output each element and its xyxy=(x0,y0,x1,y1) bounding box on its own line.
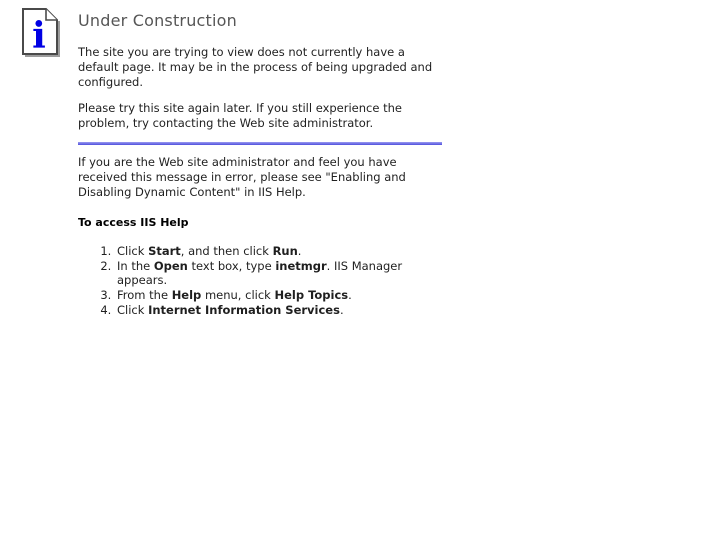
help-step-keyword: Internet Information Services xyxy=(148,302,340,317)
help-step-keyword: Help Topics xyxy=(274,288,349,303)
help-step-keyword: Start xyxy=(148,244,181,258)
help-step-text: . xyxy=(339,302,344,317)
help-step xyxy=(115,303,442,318)
admin-paragraph: If you are the Web site administrator and feel you have received this message in error, please see "Enabling and Disabling Dynamic Content" in IIS Help. xyxy=(78,155,406,199)
help-step-text: From the xyxy=(117,288,172,303)
help-step xyxy=(115,288,442,303)
help-step xyxy=(115,259,442,288)
page-title: Under Construction xyxy=(78,11,237,30)
help-step xyxy=(115,244,442,259)
icon-info-letter: i xyxy=(32,15,46,57)
retry-paragraph: Please try this site again later. If you still experience the problem, try contacting the Web site administrator. xyxy=(78,101,402,130)
intro-paragraph: The site you are trying to view does not currently have a default page. It may be in the process of being upgraded and configured. xyxy=(78,45,433,89)
help-step-text: . IIS Manager appears. xyxy=(117,258,403,288)
content-column xyxy=(78,7,442,318)
help-step-keyword: Open xyxy=(153,258,188,273)
help-step-text: menu, click xyxy=(201,288,275,303)
divider-rule xyxy=(78,142,442,145)
help-step-text: . xyxy=(348,288,352,303)
help-step-keyword: Help xyxy=(171,288,202,303)
help-step-text: text box, type xyxy=(187,258,276,273)
help-step-keyword: Run xyxy=(272,244,298,258)
help-steps-list xyxy=(78,244,442,318)
help-step-text: , and then click xyxy=(180,244,273,258)
icon-column xyxy=(20,7,78,59)
info-document-icon xyxy=(20,7,62,59)
help-step-text: Click xyxy=(117,302,149,317)
help-step-text: Click xyxy=(117,244,149,258)
help-step-text: In the xyxy=(117,258,154,273)
help-step-text: . xyxy=(297,244,302,258)
help-heading: To access IIS Help xyxy=(78,216,189,229)
help-step-keyword: inetmgr xyxy=(275,258,327,273)
